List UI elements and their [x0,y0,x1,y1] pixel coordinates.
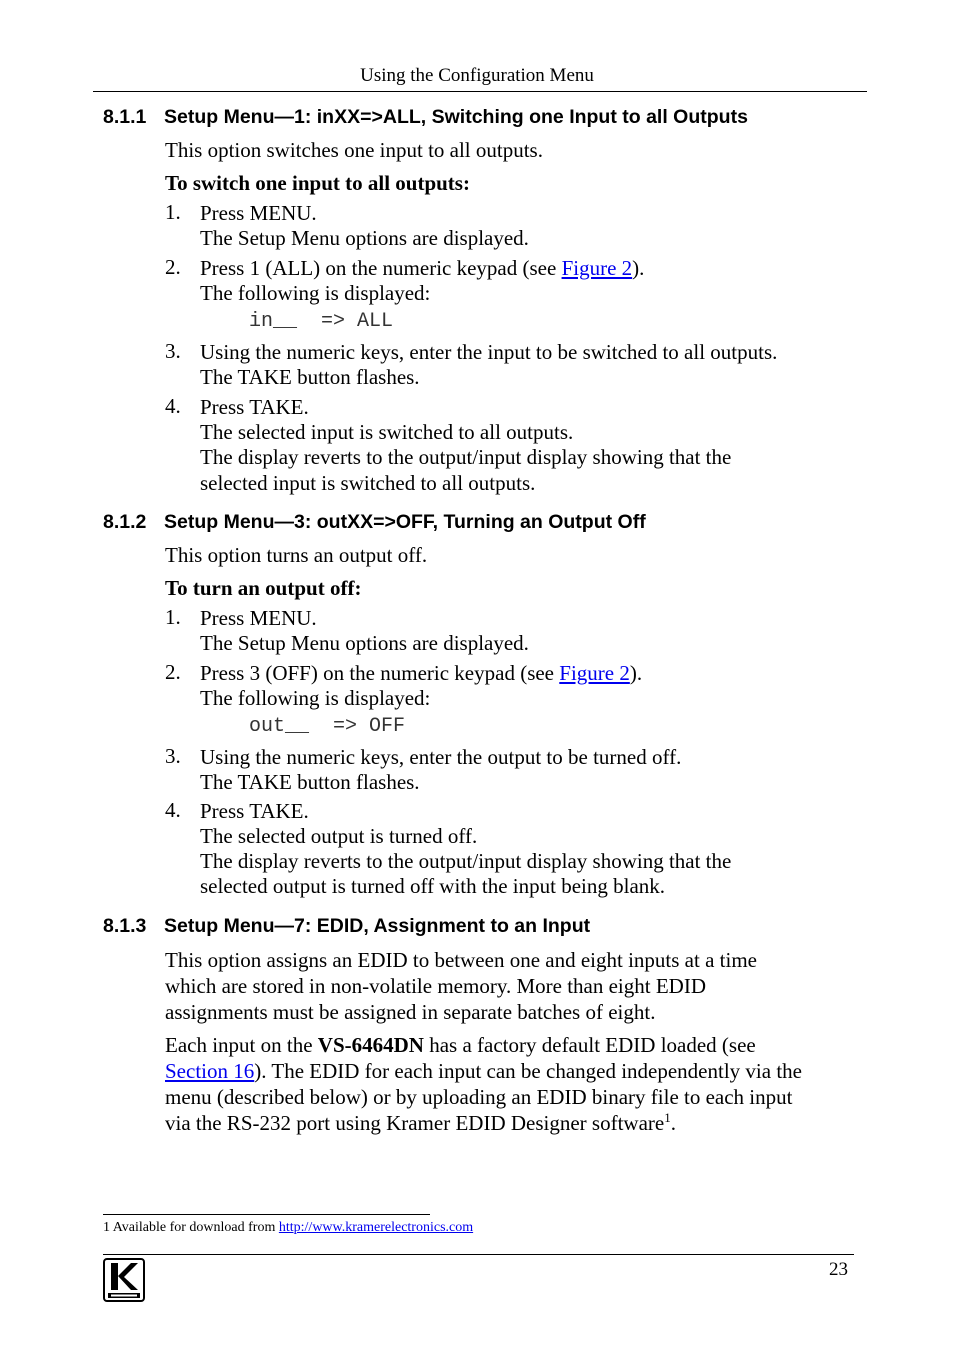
paragraph-line [165,1110,865,1136]
lcd-display-text: in__ => ALL [249,310,394,333]
step-text: Press TAKE. [200,799,309,823]
product-name: VS-6464DN [317,1033,424,1057]
procedure-title: To turn an output off: [165,576,362,600]
section-16-link[interactable]: Section 16 [165,1059,255,1083]
step-text: Press TAKE. [200,395,309,419]
step-text-part: Press 1 (ALL) on the numeric keypad (see [200,256,562,280]
kramer-logo-icon [103,1258,145,1302]
section-title: Setup Menu—7: EDID, Assignment to an Input [164,915,591,937]
step-text: The TAKE button flashes. [200,365,420,389]
step-text [200,255,644,281]
step-number: 2. [165,255,181,279]
procedure-title: To switch one input to all outputs: [165,171,470,195]
kramer-website-link[interactable]: http://www.kramerelectronics.com [278,1220,474,1235]
step-number: 3. [165,339,181,363]
step-text: selected output is turned off with the input being blank. [200,874,666,898]
step-text: The selected input is switched to all outputs. [200,420,574,444]
step-text: The following is displayed: [200,686,431,710]
step-text: The Setup Menu options are displayed. [200,631,529,655]
footnote-reference[interactable]: 1 [664,1110,671,1125]
text-part: Each input on the [165,1033,318,1057]
section-heading-8-1-2 [103,511,646,534]
step-text: Press MENU. [200,606,317,630]
footnote-text: Available for download from [110,1220,279,1235]
lcd-display-text: out__ => OFF [249,715,406,738]
step-text: Press MENU. [200,201,317,225]
paragraph-line: assignments must be assigned in separate batches of eight. [165,1000,656,1024]
step-text: The TAKE button flashes. [200,770,420,794]
paragraph-edid-default [165,1032,865,1136]
footnote [103,1220,473,1236]
section-title: Setup Menu—3: outXX=>OFF, Turning an Output Off [164,511,646,533]
running-header: Using the Configuration Menu [360,65,594,86]
step-text: The display reverts to the output/input display showing that the [200,849,732,873]
step-number: 2. [165,660,181,684]
section-intro: This option switches one input to all outputs. [165,138,543,162]
paragraph-line: which are stored in non-volatile memory. More than eight EDID [165,974,706,998]
step-number: 4. [165,798,181,822]
section-number: 8.1.2 [103,511,147,533]
page-number: 23 [829,1259,848,1280]
paragraph-edid-intro [165,947,865,1025]
paragraph-line [165,1032,865,1058]
footnote-marker: 1 [103,1220,110,1235]
paragraph-line [165,1058,865,1084]
step-number: 4. [165,394,181,418]
step-text [200,660,642,686]
footnote-rule [103,1214,430,1215]
paragraph-line: menu (described below) or by uploading an EDID binary file to each input [165,1085,793,1109]
text-part: ). The EDID for each input can be changed independently via the [254,1059,802,1083]
figure-2-link[interactable]: Figure 2 [559,661,630,685]
step-text: The selected output is turned off. [200,824,478,848]
step-text: The display reverts to the output/input display showing that the [200,445,732,469]
section-heading-8-1-3 [103,915,590,938]
step-text-part: ). [629,661,643,685]
section-intro: This option turns an output off. [165,543,428,567]
text-part: via the RS-232 port using Kramer EDID Designer software [165,1111,665,1135]
section-heading-8-1-1 [103,106,748,129]
figure-2-link[interactable]: Figure 2 [561,256,633,280]
section-number: 8.1.1 [103,106,147,128]
paragraph-line: This option assigns an EDID to between one and eight inputs at a time [165,948,757,972]
text-part: . [670,1111,676,1135]
step-text: The Setup Menu options are displayed. [200,226,529,250]
header-rule [93,91,867,92]
step-number: 1. [165,200,181,224]
step-text: Using the numeric keys, enter the output to be turned off. [200,745,682,769]
step-text: Using the numeric keys, enter the input to be switched to all outputs. [200,340,778,364]
section-title: Setup Menu—1: inXX=>ALL, Switching one Input to all Outputs [164,106,748,128]
step-number: 3. [165,744,181,768]
step-text-part: ). [632,256,645,280]
footer-rule [103,1254,854,1255]
step-text-part: Press 3 (OFF) on the numeric keypad (see [200,661,560,685]
section-number: 8.1.3 [103,915,147,937]
step-text: The following is displayed: [200,281,431,305]
text-part: has a factory default EDID loaded (see [423,1033,756,1057]
step-number: 1. [165,605,181,629]
step-text: selected input is switched to all outputs. [200,471,536,495]
